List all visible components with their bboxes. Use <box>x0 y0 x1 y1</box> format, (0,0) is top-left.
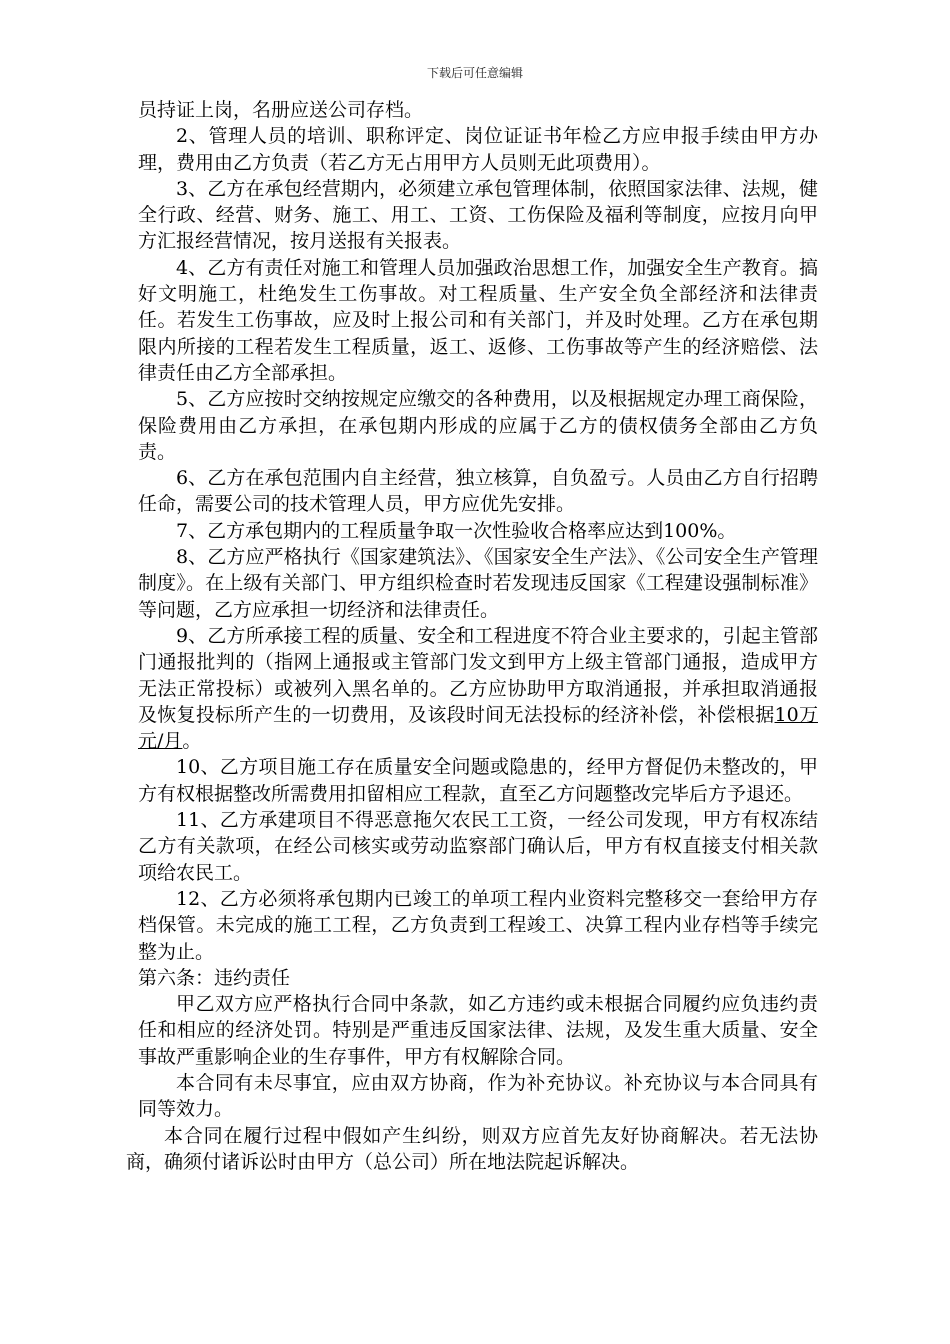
clause-8: 8、乙方应严格执行《国家建筑法》、《国家安全生产法》、《公司安全生产管理制度》。在上级有关部门、甲方组织检查时若发现违反国家《工程建设强制标准》等问题，乙方应承担一切经济和法律责任。 <box>138 546 818 621</box>
page-header-note: 下载后可任意编辑 <box>426 66 523 80</box>
clause-11: 11、乙方承建项目不得恶意拖欠农民工工资，一经公司发现，甲方有权冻结乙方有关款项，在经公司核实或劳动监察部门确认后，甲方有权直接支付相关款项给农民工。 <box>138 809 818 884</box>
clause-2: 2、管理人员的培训、职称评定、岗位证证书年检乙方应申报手续由甲方办理，费用由乙方负责（若乙方无占用甲方人员则无此项费用）。 <box>138 125 818 174</box>
supplement-paragraph: 本合同有未尽事宜，应由双方协商，作为补充协议。补充协议与本合同具有同等效力。 <box>138 1071 818 1121</box>
clause-9-text: 9、乙方所承接工程的质量、安全和工程进度不符合业主要求的，引起主管部门通报批判的（指网上通报或主管部门发文到甲方上级主管部门通报，造成甲方无法正常投标）或被列入黑名单的。乙方应协助甲方取消通报，并承担取消通报及恢复投标所产生的一切费用，及该段时间无法投标的经济补偿，补偿根据 <box>138 624 818 726</box>
clause-9 <box>138 623 818 754</box>
clause-12: 12、乙方必须将承包期内已竣工的单项工程内业资料完整移交一套给甲方存档保管。未完成的施工工程，乙方负责到工程竣工、决算工程内业存档等手续完整为止。 <box>138 887 818 963</box>
breach-paragraph: 甲乙双方应严格执行合同中条款，如乙方违约或未根据合同履约应负违约责任和相应的经济处罚。特别是严重违反国家法律、法规，及发生重大质量、安全事故严重影响企业的生存事件，甲方有权解除合同。 <box>138 993 818 1068</box>
compensation-amount: 10万元/月 <box>138 703 818 753</box>
clause-3: 3、乙方在承包经营期内，必须建立承包管理体制，依照国家法律、法规，健全行政、经营、财务、施工、用工、工资、工伤保险及福利等制度，应按月向甲方汇报经营情况，按月送报有关报表。 <box>138 177 818 253</box>
clause-10: 10、乙方项目施工存在质量安全问题或隐患的，经甲方督促仍未整改的，甲方有权根据整改所需费用扣留相应工程款，直至乙方问题整改完毕后方予退还。 <box>138 756 818 805</box>
section-heading-breach: 第六条：违约责任 <box>138 966 291 989</box>
contract-body <box>126 97 818 1175</box>
clause-4: 4、乙方有责任对施工和管理人员加强政治思想工作，加强安全生产教育。搞好文明施工，杜绝发生工伤事故。对工程质量、生产安全负全部经济和法律责任。若发生工伤事故，应及时上报公司和有关部门，并及时处理。乙方在承包期限内所接的工程若发生工程质量，返工、返修、工伤事故等产生的经济赔偿、法律责任由乙方全部承担。 <box>138 256 818 384</box>
dispute-paragraph: 本合同在履行过程中假如产生纠纷，则双方应首先友好协商解决。若无法协商，确须付诸诉讼时由甲方（总公司）所在地法院起诉解决。 <box>126 1124 818 1173</box>
clause-5: 5、乙方应按时交纳按规定应缴交的各种费用，以及根据规定办理工商保险，保险费用由乙方承担，在承包期内形成的应属于乙方的债权债务全部由乙方负责。 <box>138 388 818 463</box>
clause-7: 7、乙方承包期内的工程质量争取一次性验收合格率应达到100%。 <box>176 519 737 542</box>
clause-6: 6、乙方在承包范围内自主经营，独立核算，自负盈亏。人员由乙方自行招聘任命，需要公司的技术管理人员，甲方应优先安排。 <box>138 467 818 516</box>
clause-9-tail: 。 <box>182 730 202 753</box>
paragraph-1-continuation: 员持证上岗，名册应送公司存档。 <box>138 99 424 121</box>
